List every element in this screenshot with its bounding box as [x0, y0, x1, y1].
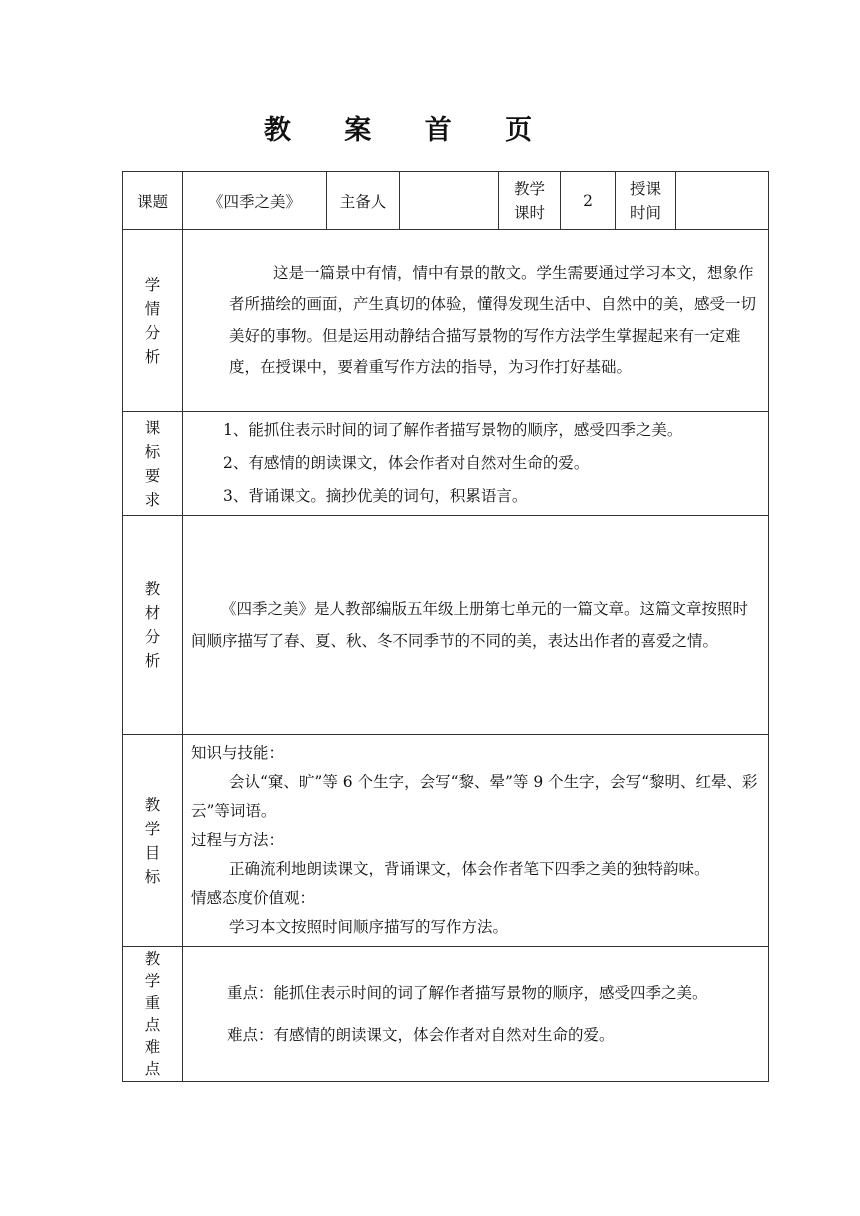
knowledge-heading: 知识与技能： — [191, 744, 285, 762]
knowledge-text: 会认“窠、旷”等 6 个生字，会写“黎、晕”等 9 个生字，会写“黎明、红晕、彩云”等词语。 — [191, 773, 758, 820]
student-analysis-text: 这是一篇景中有情，情中有景的散文。学生需要通过学习本文，想象作者所描绘的画面，产生真切的体验，懂得发现生活中、自然中的美，感受一切美好的事物。但是运用动静结合描写景物的写作方法学生掌握起来有一定难度，在授课中，要着重写作方法的指导，为习作打好基础。 — [183, 230, 769, 412]
curriculum-item: 1、能抓住表示时间的词了解作者描写景物的顺序，感受四季之美。 — [223, 421, 683, 439]
page-title: 教 案 首 页 — [263, 115, 555, 146]
teaching-time-label: 授课 时间 — [616, 172, 676, 230]
key-points-content — [183, 947, 769, 1082]
curriculum-row — [123, 412, 769, 516]
key-point: 重点：能抓住表示时间的词了解作者描写景物的顺序，感受四季之美。 — [227, 984, 708, 1002]
topic-value: 《四季之美》 — [183, 172, 327, 230]
key-points-row — [123, 947, 769, 1082]
student-analysis-label: 学 情 分 析 — [123, 230, 183, 412]
teaching-time-value — [676, 172, 769, 230]
emotion-heading: 情感态度价值观： — [191, 889, 316, 907]
curriculum-item: 3、背诵课文。摘抄优美的词句，积累语言。 — [223, 487, 528, 505]
preparer-value — [400, 172, 499, 230]
topic-label: 课题 — [123, 172, 183, 230]
lesson-hours-label: 教学 课时 — [499, 172, 561, 230]
curriculum-label: 课 标 要 求 — [123, 412, 183, 516]
student-analysis-row — [123, 230, 769, 412]
material-analysis-label: 教 材 分 析 — [123, 516, 183, 735]
difficulty-point: 难点：有感情的朗读课文，体会作者对自然对生命的爱。 — [227, 1026, 615, 1044]
material-analysis-row — [123, 516, 769, 735]
curriculum-item: 2、有感情的朗读课文，体会作者对自然对生命的爱。 — [223, 454, 590, 472]
key-points-label: 教 学 重 点 难 点 — [123, 947, 183, 1082]
lesson-plan-table — [122, 171, 769, 1082]
objectives-content — [183, 735, 769, 947]
preparer-label: 主备人 — [327, 172, 400, 230]
lesson-hours-value: 2 — [561, 172, 616, 230]
process-heading: 过程与方法： — [191, 831, 285, 849]
material-analysis-text: 《四季之美》是人教部编版五年级上册第七单元的一篇文章。这篇文章按照时间顺序描写了春、夏、秋、冬不同季节的不同的美，表达出作者的喜爱之情。 — [183, 516, 769, 735]
objectives-row — [123, 735, 769, 947]
emotion-text: 学习本文按照时间顺序描写的写作方法。 — [229, 918, 509, 936]
curriculum-list — [183, 412, 769, 516]
process-text: 正确流利地朗读课文，背诵课文，体会作者笔下四季之美的独特韵味。 — [229, 860, 710, 878]
header-row — [123, 172, 769, 230]
objectives-label: 教 学 目 标 — [123, 735, 183, 947]
